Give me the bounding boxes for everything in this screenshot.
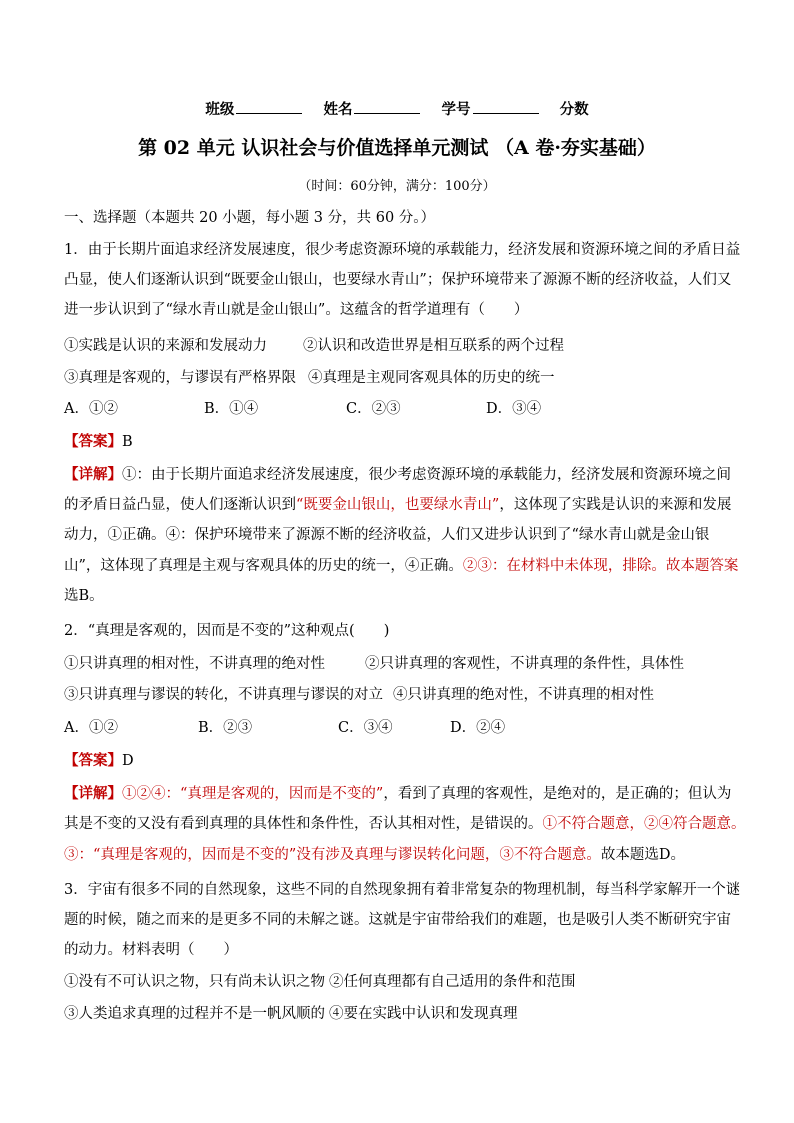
q1-detail-line-4: 山”，这体现了真理是主观与客观具体的历史的统一，④正确。②③：在材料中未体现，排除。故本题答案 (64, 558, 739, 574)
q1-option-1: ①实践是认识的来源和发展动力 (64, 338, 267, 354)
q2-detail-line-1: 【详解】①②④：“真理是客观的，因而是不变的”，看到了真理的客观性，是绝对的，是正确的；但认为 (64, 785, 732, 802)
q2-choice-a[interactable]: A．①② (64, 720, 118, 736)
q2-detail-line-3: ③：“真理是客观的，因而是不变的”没有涉及真理与谬误转化问题，③不符合题意。故本题选D。 (64, 847, 685, 863)
q2-option-3: ③只讲真理与谬误的转化，不讲真理与谬误的对立 (64, 687, 383, 703)
name-blank[interactable] (354, 99, 420, 114)
page-title: 第 02 单元 认识社会与价值选择单元测试 （A 卷·夯实基础） (138, 137, 656, 159)
q2-option-4: ④只讲真理的绝对性，不讲真理的相对性 (393, 687, 654, 703)
time-note: （时间：60分钟，满分：100分） (298, 179, 496, 194)
q2-option-row-2 (64, 683, 654, 704)
q1-option-2: ②认识和改造世界是相互联系的两个过程 (303, 338, 564, 354)
q3-option-2: ②任何真理都有自己适用的条件和范围 (329, 974, 576, 990)
q1-choices (64, 397, 541, 418)
q2-choice-d[interactable]: D．②④ (450, 720, 506, 736)
q1-choice-c[interactable]: C．②③ (346, 401, 401, 417)
q1-choice-d[interactable]: D．③④ (486, 401, 542, 417)
q3-option-row-2 (64, 1002, 518, 1023)
q3-option-3: ③人类追求真理的过程并不是一帆风顺的 (64, 1006, 325, 1022)
q1-answer: 【答案】B (64, 433, 133, 450)
id-blank[interactable] (473, 99, 539, 114)
q1-detail-line-2: 的矛盾日益凸显，使人们逐渐认识到“既要金山银山，也要绿水青山”，这体现了实践是认识的来源和发展 (64, 497, 732, 513)
id-field[interactable]: 学号 (442, 98, 539, 119)
name-field[interactable]: 姓名 (323, 98, 420, 119)
q2-option-row-1 (64, 652, 684, 673)
student-info-header (0, 98, 794, 119)
q2-choice-c[interactable]: C．③④ (338, 720, 393, 736)
q1-choice-b[interactable]: B．①④ (204, 401, 259, 417)
q2-answer: 【答案】D (64, 752, 134, 769)
q1-answer-value: B (122, 434, 133, 450)
q1-stem-line-1: 1．由于长期片面追求经济发展速度，很少考虑资源环境的承载能力，经济发展和资源环境之间的矛盾日益 (64, 242, 741, 258)
q1-option-row-2 (64, 366, 555, 387)
section-heading: 一、选择题（本题共 20 小题，每小题 3 分，共 60 分。） (64, 210, 436, 226)
q2-option-2: ②只讲真理的客观性，不讲真理的条件性，具体性 (365, 656, 684, 672)
q3-stem-line-2: 题的时候，随之而来的是更多不同的未解之谜。这就是宇宙带给我们的难题，也是吸引人类不断研究宇宙 (64, 912, 731, 928)
q2-choice-b[interactable]: B．②③ (198, 720, 253, 736)
q2-choices (64, 716, 505, 737)
q2-stem: 2．“真理是客观的，因而是不变的”这种观点( ) (64, 623, 390, 639)
q3-stem-line-3: 的动力。材料表明（ ） (64, 942, 238, 958)
score-field: 分数 (559, 101, 589, 118)
q1-detail-line-1: 【详解】①：由于长期片面追求经济发展速度，很少考虑资源环境的承载能力，经济发展和资源环境之间 (64, 466, 731, 483)
q1-option-row-1 (64, 334, 564, 355)
q1-option-3: ③真理是客观的，与谬误有严格界限 (64, 370, 296, 386)
class-field[interactable]: 班级 (205, 98, 302, 119)
q2-detail-line-2: 其是不变的又没有看到真理的具体性和条件性，否认其相对性，是错误的。①不符合题意，②④符合题意。 (64, 816, 746, 832)
q1-detail-line-5: 选B。 (64, 588, 104, 604)
class-blank[interactable] (236, 99, 302, 114)
q3-stem-line-1: 3．宇宙有很多不同的自然现象，这些不同的自然现象拥有着非常复杂的物理机制，每当科学家解开一个谜 (64, 882, 741, 898)
q1-option-4: ④真理是主观同客观具体的历史的统一 (308, 370, 555, 386)
q2-option-1: ①只讲真理的相对性，不讲真理的绝对性 (64, 656, 325, 672)
q3-option-row-1 (64, 970, 576, 991)
q3-option-4: ④要在实践中认识和发现真理 (329, 1006, 518, 1022)
q1-choice-a[interactable]: A．①② (64, 401, 118, 417)
q2-answer-value: D (122, 753, 134, 769)
q1-stem-line-2: 凸显，使人们逐渐认识到“既要金山银山，也要绿水青山”；保护环境带来了源源不断的经济收益，人们又 (64, 272, 732, 288)
q1-detail-line-3: 动力，①正确。④：保护环境带来了源源不断的经济收益，人们又进步认识到了“绿水青山就是金山银 (64, 527, 710, 543)
q3-option-1: ①没有不可认识之物，只有尚未认识之物 (64, 974, 325, 990)
q1-stem-line-3: 进一步认识到了“绿水青山就是金山银山”。这蕴含的哲学道理有（ ） (64, 302, 529, 318)
